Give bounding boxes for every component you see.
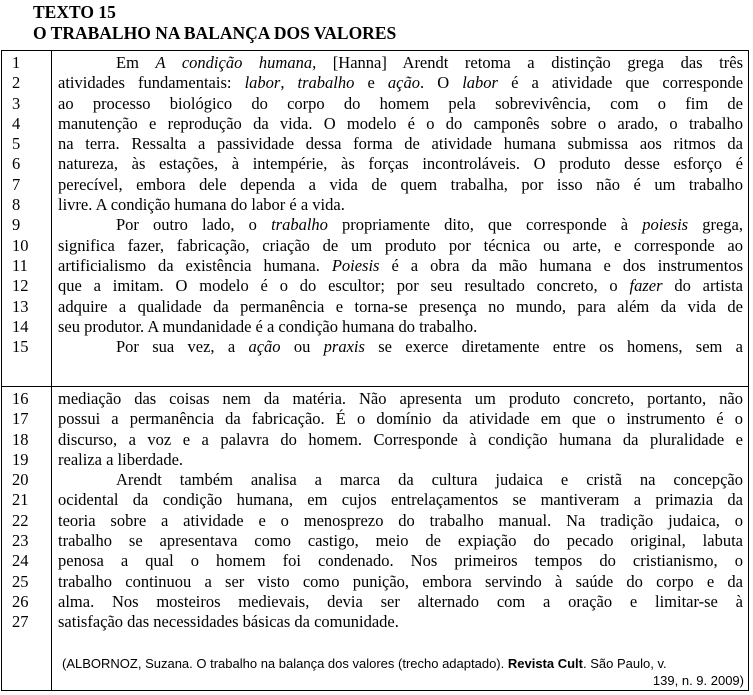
line-number: 26 bbox=[12, 591, 29, 611]
citation bbox=[62, 655, 744, 689]
text-line-27: satisfação das necessidades básicas da comunidade. bbox=[58, 612, 399, 632]
line-number: 7 bbox=[12, 174, 21, 194]
line-numbers-2 bbox=[12, 389, 29, 633]
text-label: TEXTO 15 bbox=[33, 2, 116, 22]
line-number: 22 bbox=[12, 510, 29, 530]
line-number: 11 bbox=[12, 255, 28, 275]
line-number: 17 bbox=[12, 409, 29, 429]
text-line-15: Por sua vez, a ação ou praxis se exerce diretamente entre os homens, sem a bbox=[116, 337, 743, 357]
citation-line-2: 139, n. 9. 2009) bbox=[652, 673, 744, 688]
line-number: 27 bbox=[12, 612, 29, 632]
text-line-10: significa fazer, fabricação, criação de um produto por técnica ou arte, e corresponde ao bbox=[58, 235, 743, 255]
line-number: 8 bbox=[12, 195, 21, 215]
line-number: 15 bbox=[12, 337, 29, 357]
line-number: 19 bbox=[12, 449, 29, 469]
line-number: 24 bbox=[12, 551, 29, 571]
line-number: 3 bbox=[12, 93, 21, 113]
text-line-9: Por outro lado, o trabalho propriamente dito, que corresponde à poiesis grega, bbox=[116, 215, 743, 235]
text-box-part-2 bbox=[1, 386, 749, 691]
text-line-8: livre. A condição humana do labor é a vida. bbox=[58, 195, 345, 215]
text-line-24: penosa a qual o homem foi condenado. Nos primeiros tempos do cristianismo, o bbox=[58, 551, 743, 571]
line-number: 5 bbox=[12, 134, 21, 154]
line-number: 4 bbox=[12, 113, 21, 133]
line-number: 12 bbox=[12, 276, 29, 296]
line-number: 20 bbox=[12, 470, 29, 490]
line-number: 16 bbox=[12, 389, 29, 408]
line-number: 23 bbox=[12, 531, 29, 551]
text-line-23: trabalho se apresentava como castigo, meio de expiação do pecado original, labuta bbox=[58, 531, 743, 551]
text-line-13: adquire a qualidade da permanência e torna-se presença no mundo, para além da vida de bbox=[58, 296, 743, 316]
text-line-18: discurso, a voz e a palavra do homem. Corresponde à condição humana da pluralidade e bbox=[58, 429, 743, 449]
text-line-6: natureza, às estações, à intempérie, às forças incontroláveis. O produto desse esforço é bbox=[58, 154, 743, 174]
text-line-12: que a imitam. O modelo é o do escultor; por seu resultado concreto, o fazer do artista bbox=[58, 276, 743, 296]
text-line-14: seu produtor. A mundanidade é a condição humana do trabalho. bbox=[58, 316, 478, 336]
line-number: 14 bbox=[12, 316, 29, 336]
text-line-4: manutenção e reprodução da vida. O modelo é o do camponês sobre o arado, o trabalho bbox=[58, 113, 743, 133]
line-number: 10 bbox=[12, 235, 29, 255]
text-line-5: na terra. Ressalta a passividade dessa forma de atividade humana submissa aos ritmos da bbox=[58, 134, 743, 154]
text-line-26: alma. Nos mosteiros medievais, devia ser alternado com a oração e limitar-se à bbox=[58, 591, 743, 611]
column-divider bbox=[51, 387, 52, 690]
journal-name: Revista Cult bbox=[507, 656, 583, 671]
text-line-20: Arendt também analisa a marca da cultura judaica e cristã na concepção bbox=[116, 470, 743, 490]
line-number: 2 bbox=[12, 73, 21, 93]
text-body-2 bbox=[58, 389, 743, 633]
line-number: 18 bbox=[12, 429, 29, 449]
line-number: 6 bbox=[12, 154, 21, 174]
text-line-19: realiza a liberdade. bbox=[58, 449, 184, 469]
text-line-21: ocidental da condição humana, em cujos entrelaçamentos se mantiveram a primazia da bbox=[58, 490, 743, 510]
line-number: 13 bbox=[12, 296, 29, 316]
line-number: 25 bbox=[12, 571, 29, 591]
text-line-3: ao processo biológico do corpo do homem pela sobrevivência, com o fim de bbox=[58, 93, 743, 113]
column-divider bbox=[51, 51, 52, 386]
line-number: 21 bbox=[12, 490, 29, 510]
text-body-1 bbox=[58, 53, 743, 357]
line-numbers-1 bbox=[12, 53, 29, 357]
text-box-part-1 bbox=[1, 50, 749, 387]
text-line-2: atividades fundamentais: labor, trabalho e ação. O labor é a atividade que corresponde bbox=[58, 73, 743, 93]
line-number: 9 bbox=[12, 215, 21, 235]
text-line-25: trabalho continuou a ser visto como punição, embora servindo à saúde do corpo e da bbox=[58, 571, 743, 591]
citation-line-1: (ALBORNOZ, Suzana. O trabalho na balança dos valores (trecho adaptado). Revista Cult. São Paulo, v. bbox=[62, 656, 667, 671]
text-line-11: artificialismo da existência humana. Poiesis é a obra da mão humana e dos instrumentos bbox=[58, 255, 743, 275]
text-line-22: teoria sobre a atividade e o menosprezo do trabalho manual. Na tradição judaica, o bbox=[58, 510, 743, 530]
text-line-17: possui a permanência da fabricação. É o domínio da atividade em que o instrumento é o bbox=[58, 409, 743, 429]
text-line-16: mediação das coisas nem da matéria. Não apresenta um produto concreto, portanto, não bbox=[58, 389, 743, 408]
text-line-1: Em A condição humana, [Hanna] Arendt retoma a distinção grega das três bbox=[116, 53, 743, 72]
line-number: 1 bbox=[12, 53, 21, 72]
text-title: O TRABALHO NA BALANÇA DOS VALORES bbox=[33, 23, 397, 43]
text-line-7: perecível, embora dele dependa a vida de quem trabalha, por isso não é um trabalho bbox=[58, 174, 743, 194]
